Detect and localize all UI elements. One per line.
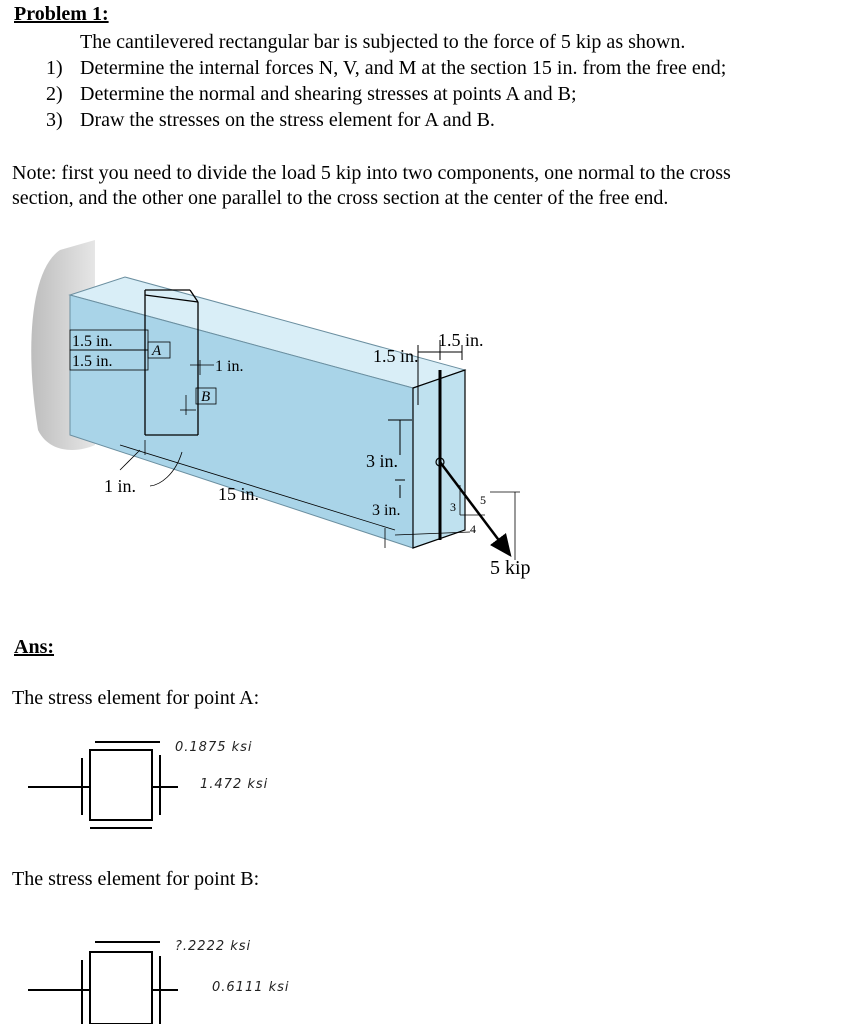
element-b-normal-value: 0.6111 ksi xyxy=(212,980,290,995)
dim-end-width-left-label: 1.5 in. xyxy=(373,346,419,366)
item-3-text: Draw the stresses on the stress element for A and B. xyxy=(80,109,495,131)
dim-b-label: 1 in. xyxy=(215,358,244,375)
answer-heading: Ans: xyxy=(14,636,55,658)
item-2-number: 2) xyxy=(46,83,63,105)
point-a-label: A xyxy=(152,343,162,359)
dim-a-bottom-label: 1.5 in. xyxy=(72,353,113,370)
element-a-normal-value: 1.472 ksi xyxy=(200,777,269,792)
element-a-caption: The stress element for point A: xyxy=(12,687,260,709)
slope-5-label: 5 xyxy=(480,493,486,507)
load-label: 5 kip xyxy=(490,557,531,579)
slope-3-label: 3 xyxy=(450,500,456,514)
point-b-label: B xyxy=(201,389,211,405)
item-1-number: 1) xyxy=(46,57,63,79)
stress-element-b xyxy=(20,930,180,1024)
dim-end-height-bottom-label: 3 in. xyxy=(372,502,401,519)
item-2-text: Determine the normal and shearing stresses at points A and B; xyxy=(80,83,577,105)
dim-1in-bottom-label: 1 in. xyxy=(104,476,137,496)
element-a-shear-value: 0.1875 ksi xyxy=(175,740,253,755)
note-line-1: Note: first you need to divide the load 5 kip into two components, one normal to the cross xyxy=(12,162,731,184)
item-1-text: Determine the internal forces N, V, and M at the section 15 in. from the free end; xyxy=(80,57,727,79)
element-b-shear-value: ?.2222 ksi xyxy=(175,939,252,954)
element-b-caption: The stress element for point B: xyxy=(12,868,260,890)
stress-element-a xyxy=(20,730,180,840)
dim-end-width-right-label: 1.5 in. xyxy=(438,330,484,350)
cantilever-figure xyxy=(0,230,600,600)
item-3-number: 3) xyxy=(46,109,63,131)
problem-intro: The cantilevered rectangular bar is subjected to the force of 5 kip as shown. xyxy=(80,31,686,53)
dim-15in-label: 15 in. xyxy=(218,484,260,504)
element-b-square xyxy=(90,952,152,1024)
problem-heading: Problem 1: xyxy=(14,3,109,25)
element-a-square xyxy=(90,750,152,820)
note-line-2: section, and the other one parallel to the cross section at the center of the free end. xyxy=(12,187,669,209)
dim-a-top-label: 1.5 in. xyxy=(72,333,113,350)
slope-4-label: 4 xyxy=(470,522,476,536)
dim-end-height-top-label: 3 in. xyxy=(366,451,399,471)
